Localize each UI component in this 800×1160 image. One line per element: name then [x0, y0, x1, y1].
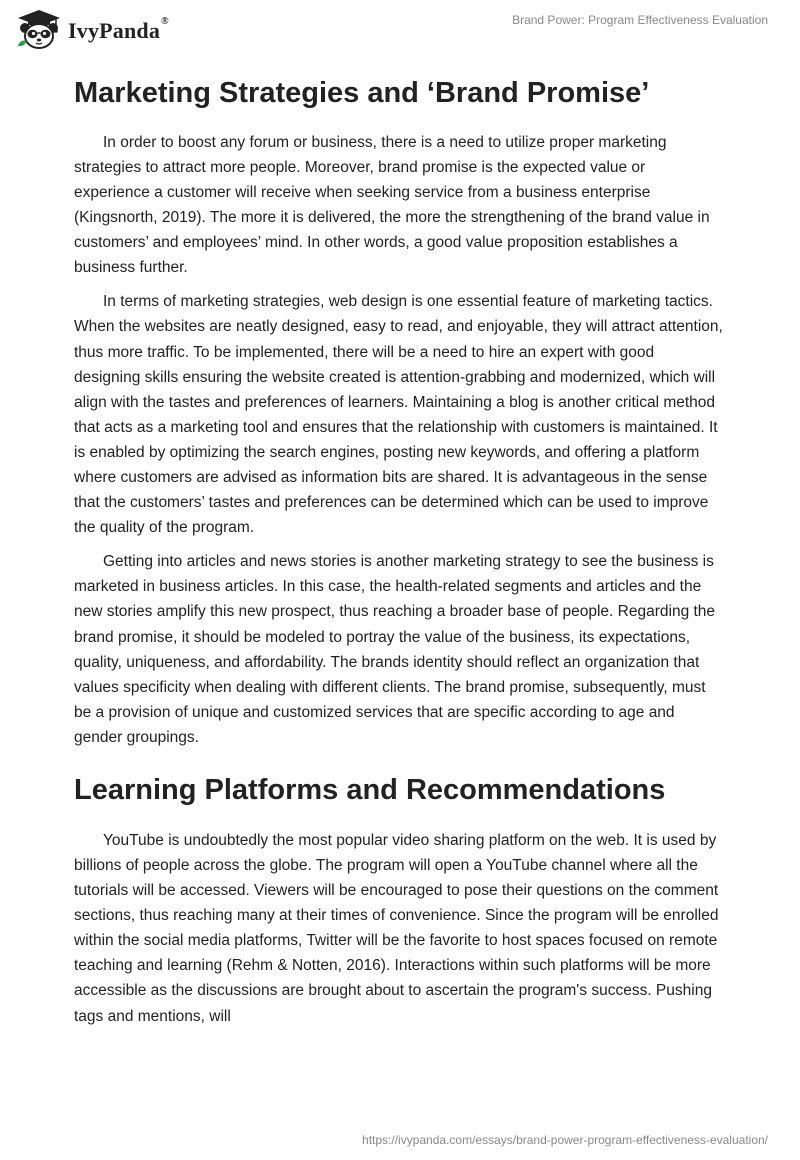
essay-body: [74, 70, 724, 1038]
logo-wordmark: [68, 18, 169, 44]
document-title: Brand Power: Program Effectiveness Evaluation: [512, 13, 768, 27]
page-url-footer[interactable]: https://ivypanda.com/essays/brand-power-program-effectiveness-evaluation/: [362, 1133, 768, 1147]
paragraph: In terms of marketing strategies, web design is one essential feature of marketing tactics. When the websites are neatly designed, easy to read, and enjoyable, they will attract attention, thus more traffic. To be implemented, there will be a need to hire an expert with good designing skills ensuring the website created is attention-grabbing and modernized, which will align with the tastes and preferences of learners. Maintaining a blog is another critical method that acts as a marketing tool and ensures that the relationship with customers is maintained. It is enabled by optimizing the search engines, posting new keywords, and offering a platform where customers are advised as information bits are shared. It is advantageous in the sense that the customers’ tastes and preferences can be determined which can be used to improve the quality of the program.: [74, 293, 723, 537]
logo-text: IvyPanda: [68, 18, 161, 43]
section-heading-marketing: Marketing Strategies and ‘Brand Promise’: [74, 77, 650, 109]
paragraph: Getting into articles and news stories is another marketing strategy to see the business is marketed in business articles. In this case, the health-related segments and articles and the new stories amplify this new prospect, thus reaching a broader base of people. Regarding the brand promise, it should be modeled to portray the value of the business, its expectations, quality, uniqueness, and affordability. The brands identity should reflect an organization that values specificity when dealing with different clients. The brand promise, subsequently, must be a provision of unique and customized services that are specific according to age and gender groupings.: [74, 553, 716, 746]
paragraph: In order to boost any forum or business, there is a need to utilize proper marketing strategies to attract more people. Moreover, brand promise is the expected value or experience a customer will receive when seeking service from a business enterprise (Kingsnorth, 2019). The more it is delivered, the more the strengthening of the brand value in customers’ and employees’ mind. In other words, a good value proposition establishes a business further.: [74, 133, 710, 277]
page-header: [0, 0, 800, 64]
ivypanda-logo[interactable]: [16, 8, 169, 50]
paragraph: YouTube is undoubtedly the most popular video sharing platform on the web. It is used by billions of people across the globe. The program will open a YouTube channel where all the tutorials will be accessed. Viewers will be encouraged to pose their questions on the comment sections, thus reaching many at their times of convenience. Since the program will be enrolled within the social media platforms, Twitter will be the favorite to host spaces focused on remote teaching and learning (Rehm & Notten, 2016). Interactions within such platforms will be more accessible as the discussions are brought about to ascertain the program's success. Pushing tags and mentions, will: [74, 831, 719, 1025]
panda-logo-icon: [16, 8, 62, 50]
section-heading-learning-platforms: Learning Platforms and Recommendations: [74, 774, 666, 807]
registered-mark: ®: [161, 16, 169, 27]
